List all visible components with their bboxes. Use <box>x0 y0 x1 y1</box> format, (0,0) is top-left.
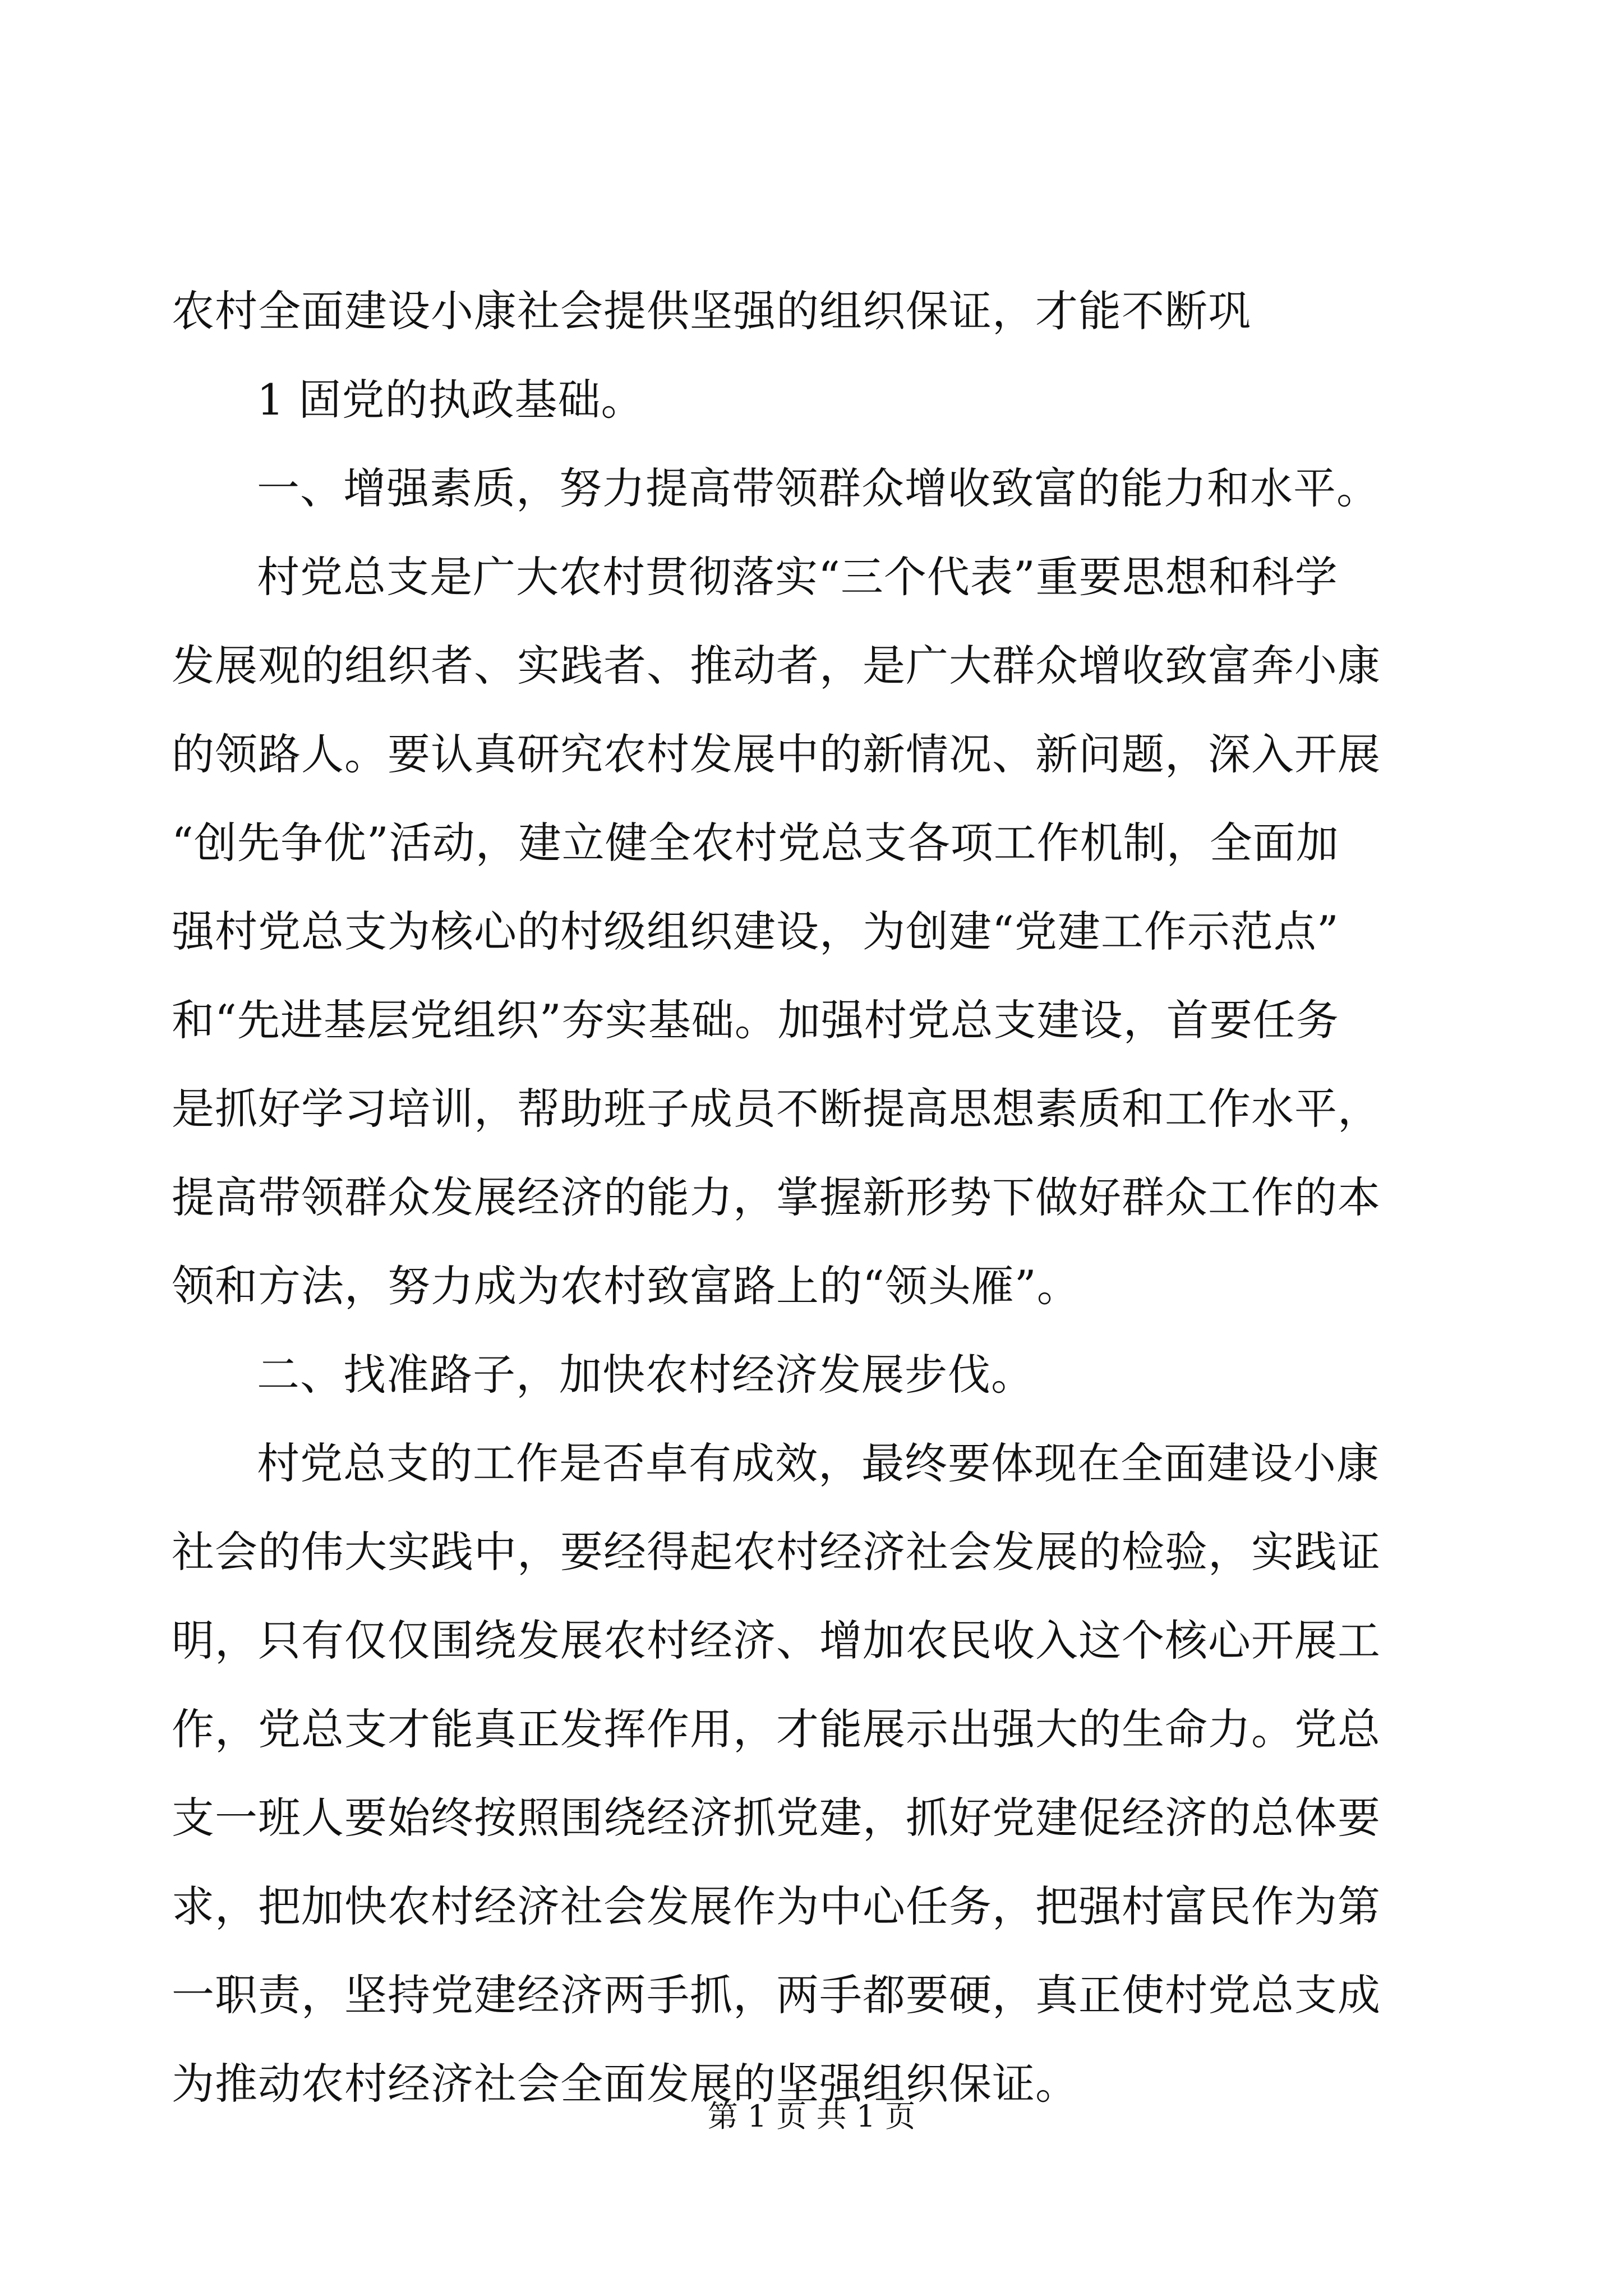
text-line: 提高带领群众发展经济的能力，掌握新形势下做好群众工作的本 <box>172 1172 1381 1222</box>
text-line: 村党总支是广大农村贯彻落实“三个代表”重要思想和科学 <box>257 552 1338 602</box>
text-line: “创先争优”活动，建立健全农村党总支各项工作机制，全面加 <box>172 818 1339 868</box>
text-line: 领和方法，努力成为农村致富路上的“领头雁”。 <box>172 1261 1080 1311</box>
text-line: 1 固党的执政基础。 <box>257 375 644 425</box>
document-body <box>172 267 1445 2128</box>
text-line: 支一班人要始终按照围绕经济抓党建，抓好党建促经济的总体要 <box>172 1793 1381 1843</box>
page-footer: 第 1 页 共 1 页 <box>707 2099 916 2134</box>
text-line: 强村党总支为核心的村级组织建设，为创建“党建工作示范点” <box>172 907 1339 956</box>
text-line: 社会的伟大实践中，要经得起农村经济社会发展的检验，实践证 <box>172 1527 1381 1577</box>
text-line: 作，党总支才能真正发挥作用，才能展示出强大的生命力。党总 <box>172 1704 1381 1754</box>
text-line: 一职责，坚持党建经济两手抓，两手都要硬，真正使村党总支成 <box>172 1970 1381 2020</box>
text-line: 为推动农村经济社会全面发展的坚强组织保证。 <box>172 2059 1078 2109</box>
text-line: 是抓好学习培训，帮助班子成员不断提高思想素质和工作水平， <box>172 1084 1381 1134</box>
text-line: 二、找准路子，加快农村经济发展步伐。 <box>257 1350 1034 1400</box>
text-line: 求，把加快农村经济社会发展作为中心任务，把强村富民作为第 <box>172 1881 1381 1931</box>
text-line: 一、增强素质，努力提高带领群众增收致富的能力和水平。 <box>257 463 1380 513</box>
text-line: 发展观的组织者、实践者、推动者，是广大群众增收致富奔小康 <box>172 641 1381 691</box>
text-line: 的领路人。要认真研究农村发展中的新情况、新问题，深入开展 <box>172 729 1381 779</box>
text-line: 和“先进基层党组织”夯实基础。加强村党总支建设，首要任务 <box>172 995 1339 1045</box>
text-line: 明，只有仅仅围绕发展农村经济、增加农民收入这个核心开展工 <box>172 1616 1381 1665</box>
text-line: 村党总支的工作是否卓有成效，最终要体现在全面建设小康 <box>257 1438 1380 1488</box>
text-line: 农村全面建设小康社会提供坚强的组织保证，才能不断巩 <box>172 286 1251 336</box>
